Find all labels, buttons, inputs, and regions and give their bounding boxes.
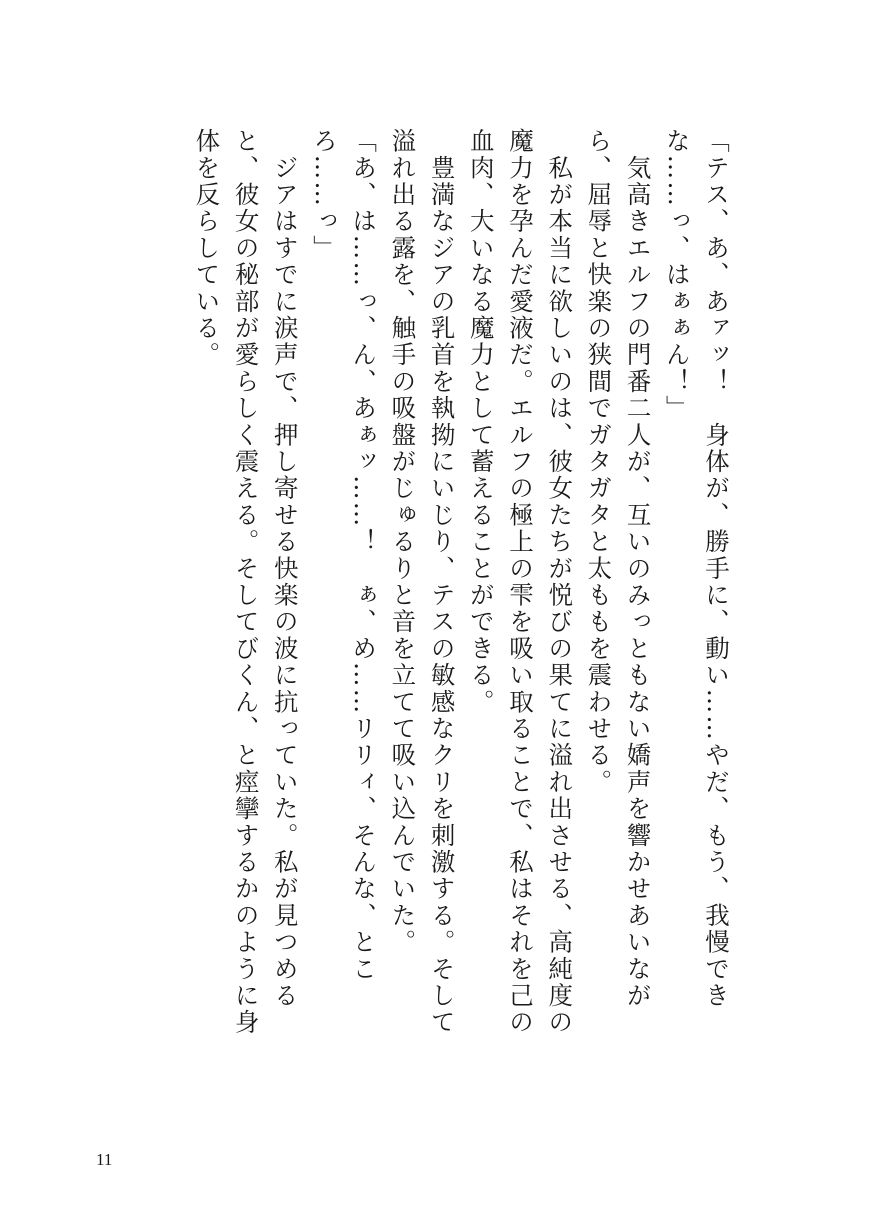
page-number: 11 — [96, 1150, 113, 1169]
paragraph-narration-3: 豊満なジアの乳首を執拗にいじり、テスの敏感なクリを刺激する。そして溢れ出る露を、触手の吸盤がじゅるりと音を立てて吸い込んでいた。 — [388, 128, 457, 1036]
paragraph-narration-2: 私が本当に欲しいのは、彼女たちが悦びの果てに溢れ出させる、高純度の魔力を孕んだ愛液だ。エルフの極上の雫を吸い取ることで、私はそれを己の血肉、大いなる魔力として蓄えることができる。 — [466, 128, 575, 1036]
paragraph-dialogue-2: 「あ、は……っ、ん、あぁッ……！ ぁ、め……リリィ、そんな、ところ……っ」 — [309, 128, 379, 983]
paragraph-narration-1: 気高きエルフの門番二人が、互いのみっともない嬌声を響かせあいながら、屈辱と快楽の狭間でガタガタと太ももを震わせる。 — [584, 128, 653, 1010]
paragraph-narration-4: ジアはすでに涙声で、押し寄せる快楽の波に抗っていた。私が見つめると、彼女の秘部が愛らしく震える。そしてびくん、と痙攣するかのように身体を反らしている。 — [192, 128, 300, 1036]
vertical-text-body — [124, 128, 736, 1058]
paragraph-dialogue-1: 「テス、あ、あァッ！ 身体が、勝手に、動い……やだ、もう、我慢できな……っ、はぁぁん！」 — [662, 128, 731, 1010]
